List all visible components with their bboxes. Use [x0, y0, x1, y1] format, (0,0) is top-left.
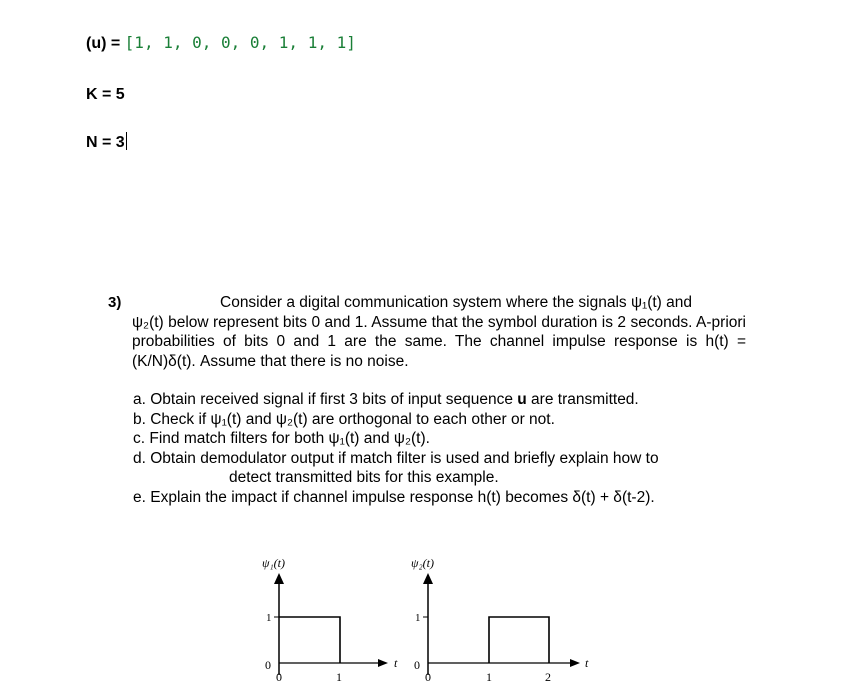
- psi1-xtick-1: 1: [336, 670, 342, 684]
- n-value: N = 3: [86, 134, 125, 151]
- psi2-origin-label: 0: [414, 658, 420, 672]
- item-e: e. Explain the impact if channel impulse response h(t) becomes δ(t) + δ(t-2).: [133, 488, 655, 506]
- psi1-xtick-0: 0: [276, 670, 282, 684]
- psi1-pulse: [279, 617, 340, 663]
- item-a-bold-u: u: [517, 391, 527, 408]
- psi2-xtick-0: 0: [425, 670, 431, 684]
- psi1-ylabel: ψ₁(t): [262, 556, 285, 570]
- u-label: (u) =: [86, 35, 125, 52]
- psi1-xlabel: t: [394, 656, 398, 670]
- psi2-xtick-2: 2: [545, 670, 551, 684]
- item-a: a. Obtain received signal if first 3 bits of input sequence u are transmitted.: [133, 391, 639, 408]
- k-variable-line: K = 5: [86, 86, 125, 103]
- u-value: [1, 1, 0, 0, 0, 1, 1, 1]: [124, 33, 356, 52]
- psi2-plot: [411, 556, 589, 684]
- item-b: b. Check if ψ₁(t) and ψ₂(t) are orthogonal to each other or not.: [133, 410, 555, 428]
- paragraph-body: ψ₂(t) below represent bits 0 and 1. Assume that the symbol duration is 2 seconds. A-priori probabilities of bits 0 and 1 are the same. The channel impulse response is h(t) = (K/N)δ(t). Assume that there is no noise.: [132, 313, 746, 370]
- psi1-x-arrow: [378, 659, 388, 667]
- item-d-continuation: detect transmitted bits for this example.: [229, 469, 499, 486]
- item-c: c. Find match filters for both ψ₁(t) and ψ₂(t).: [133, 430, 430, 447]
- psi1-plot: [262, 556, 398, 684]
- psi2-x-arrow: [570, 659, 580, 667]
- psi2-xtick-1: 1: [486, 670, 492, 684]
- psi2-ytick-label: 1: [415, 612, 421, 624]
- item-d: d. Obtain demodulator output if match filter is used and briefly explain how to: [133, 449, 659, 467]
- psi1-y-arrow: [274, 573, 284, 584]
- psi2-pulse: [489, 617, 549, 663]
- psi1-origin-label: 0: [265, 658, 271, 672]
- psi1-ytick-label: 1: [266, 612, 272, 624]
- psi2-ylabel: ψ₂(t): [411, 556, 434, 570]
- psi2-y-arrow: [423, 573, 433, 584]
- problem-number: 3): [108, 294, 122, 311]
- paragraph-first-line: Consider a digital communication system where the signals ψ₁(t) and: [220, 294, 693, 311]
- psi2-xlabel: t: [585, 656, 589, 670]
